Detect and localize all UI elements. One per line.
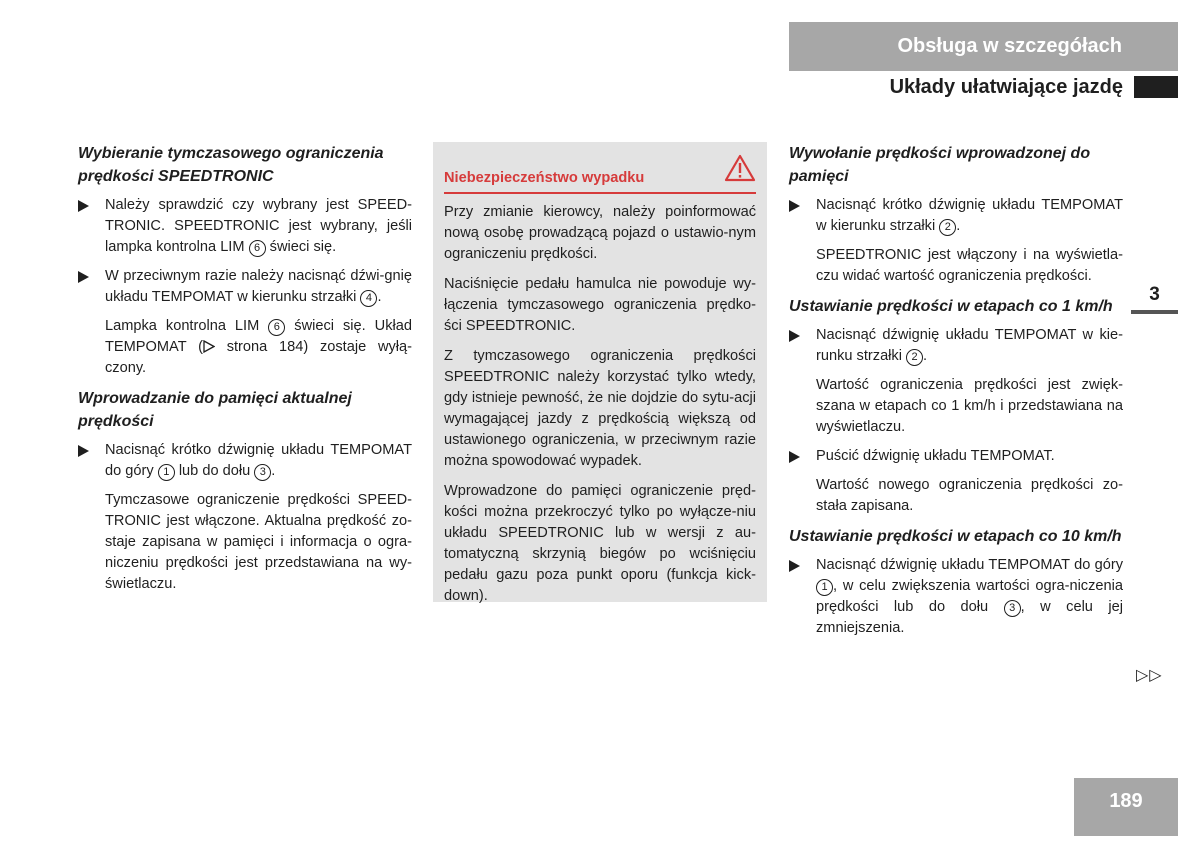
heading-step-1kmh: Ustawianie prędkości w etapach co 1 km/h — [789, 298, 1113, 315]
bullet-arrow-icon — [789, 200, 800, 212]
item-text: Nacisnąć dźwignię układu TEMPOMAT w kie-runku strzałki — [816, 327, 1123, 364]
list-item — [78, 440, 412, 482]
warning-paragraph: Z tymczasowego ograniczenia prędkości SPEEDTRONIC należy korzystać tylko wtedy, gdy istnieje pewność, że nie dojdzie do sytu-acji wymagającej jazdy z prędkością większą od ustawionego ograniczenia, w przeciwnym razie można spowodować wypadek. — [444, 348, 756, 469]
paragraph: Tymczasowe ograniczenie prędkości SPEED-TRONIC jest włączone. Aktualna prędkość zo-staje zapisana w pamięci i informacja o ogra-niczeniu prędkości jest przedstawiana na wy-świetlaczu. — [105, 492, 412, 592]
para-text: Lampka kontrolna LIM — [105, 318, 260, 334]
item-text: , w celu zwiększenia wartości ogra-niczenia prędkości lub do dołu — [816, 578, 1123, 615]
item-text: Puścić dźwignię układu TEMPOMAT. — [816, 448, 1055, 464]
bullet-arrow-icon — [789, 560, 800, 572]
item-text: . — [956, 218, 961, 234]
warning-header — [444, 154, 756, 194]
circled-number-icon: 3 — [1004, 600, 1021, 617]
circled-number-icon: 3 — [254, 464, 271, 481]
warning-paragraph: Wprowadzone do pamięci ograniczenie pręd-kości można przekroczyć tylko po wyłącze-niu układu SPEEDTRONIC lub w wersji z au-tomatyczną skrzynią biegów po wciśnięciu pedału gazu poza punkt oporu (funkcja kick-down). — [444, 483, 756, 604]
heading-store-speed: Wprowadzanie do pamięci aktualnej prędkości — [78, 390, 352, 430]
circled-number-icon: 2 — [906, 349, 923, 366]
chapter-number: 3 — [1149, 284, 1160, 305]
item-text: świeci się. — [269, 239, 337, 255]
column-middle — [433, 142, 767, 602]
warning-box — [433, 142, 767, 602]
circled-number-icon: 1 — [816, 579, 833, 596]
circled-number-icon: 1 — [158, 464, 175, 481]
list-item — [789, 446, 1123, 467]
paragraph — [78, 316, 412, 379]
circled-number-icon: 6 — [249, 240, 266, 257]
circled-number-icon: 4 — [360, 290, 377, 307]
page-number: 189 — [1109, 790, 1143, 812]
item-text: . — [271, 463, 276, 479]
list-item — [789, 555, 1123, 639]
item-text: , w celu jej zmniejszenia. — [816, 599, 1123, 636]
list-item — [78, 266, 412, 308]
subsection-title: Układy ułatwiające jazdę — [889, 76, 1123, 98]
bullet-arrow-icon — [78, 271, 89, 283]
warning-paragraph: Przy zmianie kierowcy, należy poinformować nową osobę prowadzącą pojazd o ustawio-nym ograniczeniu prędkości. — [444, 204, 756, 262]
header-block-marker — [1134, 76, 1178, 98]
bullet-arrow-icon — [78, 200, 89, 212]
item-text: lub do dołu — [178, 463, 251, 479]
bullet-arrow-icon — [78, 445, 89, 457]
list-item — [789, 195, 1123, 237]
circled-number-icon: 2 — [939, 219, 956, 236]
item-text: Nacisnąć dźwignię układu TEMPOMAT do góry — [816, 557, 1123, 573]
heading-recall-speed: Wywołanie prędkości wprowadzonej do pamięci — [789, 145, 1091, 185]
heading-step-10kmh: Ustawianie prędkości w etapach co 10 km/h — [789, 528, 1122, 545]
section-title: Obsługa w szczegółach — [897, 35, 1122, 57]
warning-paragraph: Naciśnięcie pedału hamulca nie powoduje wy-łączenia tymczasowego ograniczenia prędko-ści SPEEDTRONIC. — [444, 276, 756, 334]
bullet-arrow-icon — [789, 451, 800, 463]
para-text: strona 184) zostaje wyłą-czony. — [105, 339, 412, 376]
chapter-underline — [1131, 310, 1178, 314]
column-left — [78, 142, 412, 603]
item-text: Nacisnąć krótko dźwignię układu TEMPOMAT do góry — [105, 442, 412, 479]
para-text: świeci się. Układ TEMPOMAT ( — [105, 318, 412, 355]
item-text: . — [923, 348, 928, 364]
item-text: . — [377, 289, 382, 305]
column-right — [789, 142, 1123, 647]
paragraph: Wartość nowego ograniczenia prędkości zo-stała zapisana. — [816, 477, 1123, 514]
list-item — [78, 195, 412, 258]
bullet-arrow-icon — [789, 330, 800, 342]
page-number-box — [1074, 778, 1178, 836]
continue-arrows-icon: ▷▷ — [1136, 667, 1163, 684]
warning-triangle-icon — [724, 154, 756, 189]
paragraph: Wartość ograniczenia prędkości jest zwięk-szana w etapach co 1 km/h i przedstawiana na wyświetlaczu. — [816, 377, 1123, 435]
list-item — [789, 325, 1123, 367]
circled-number-icon: 6 — [268, 319, 285, 336]
item-text: Należy sprawdzić czy wybrany jest SPEED-TRONIC. SPEEDTRONIC jest wybrany, jeśli lampka kontrolna LIM — [105, 197, 412, 255]
page-reference-icon — [203, 340, 215, 353]
heading-temporary-limit: Wybieranie tymczasowego ograniczenia prędkości SPEEDTRONIC — [78, 145, 384, 185]
item-text: Nacisnąć krótko dźwignię układu TEMPOMAT w kierunku strzałki — [816, 197, 1123, 234]
warning-title: Niebezpieczeństwo wypadku — [444, 170, 645, 186]
paragraph: SPEEDTRONIC jest włączony i na wyświetla-czu widać wartość ograniczenia prędkości. — [816, 247, 1123, 284]
section-header — [789, 22, 1178, 71]
item-text: W przeciwnym razie należy nacisnąć dźwi-gnię układu TEMPOMAT w kierunku strzałki — [105, 268, 412, 305]
